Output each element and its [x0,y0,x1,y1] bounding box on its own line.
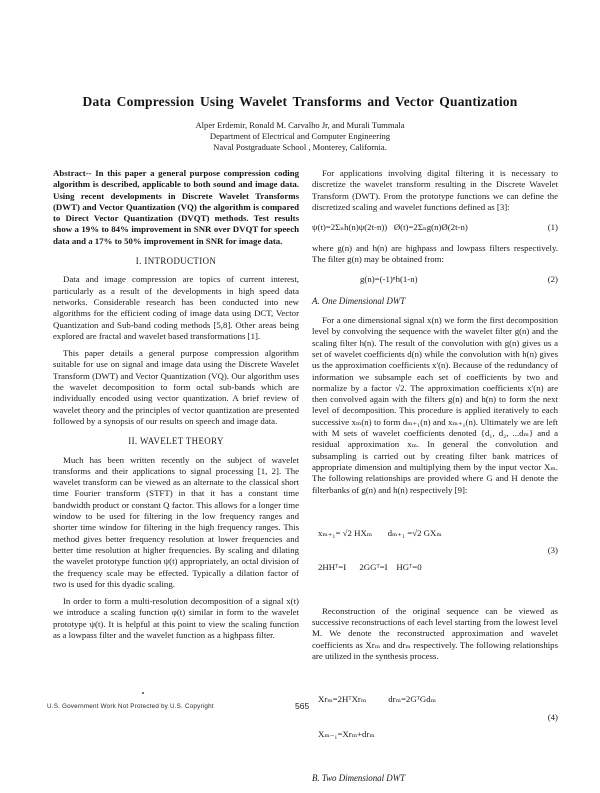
copyright-notice: U.S. Government Work Not Protected by U.S. Copyright [47,703,214,710]
paper-title: Data Compression Using Wavelet Transforms and Vector Quantization [82,94,518,109]
equation-1-number: (1) [547,222,558,233]
scan-artifact-dot [142,692,144,694]
equation-3 [312,505,442,597]
equation-4-line-2: Xₘ₋₁=Xrₘ+drₘ [318,728,375,739]
two-column-body [53,168,559,793]
right-column [312,168,558,793]
equation-2: g(n)=(-1)ⁿh(1-n) [360,274,418,285]
equation-3-number: (3) [547,545,558,556]
intro-paragraph-1: Data and image compression are topics of current interest, particularly as a result of the developments in high speed data networks. Considerable research has been conducted into new algorithms for the efficient coding of image data using DCT, Vector Quantization and Sub-band coding methods [5,8]. Other areas being explored are fractal and wavelet based transformations [1]. [53,274,299,341]
equation-3-row [312,505,558,597]
equation-3-line-2: 2HHᵀ=I 2GGᵀ=I HGᵀ=0 [318,562,422,573]
equation-4 [312,671,436,763]
dwt-definition-paragraph: For applications involving digital filtering it is necessary to discretize the wavelet transform resulting in the Discrete Wavelet Transform (DWT). From the prototype functions we can define the discretized scaling and wavelet functions defined as [3]: [312,168,558,212]
subsection-heading-one-dimensional-dwt: A. One Dimensional DWT [312,295,406,306]
affiliation-department: Department of Electrical and Computer Engineering [209,131,391,141]
equation-4-line-1: Xrₘ=2HᵀXrₘ drₘ=2GᵀGdₘ [318,694,437,705]
author-names: Alper Erdemir, Ronald M. Carvalho Jr, and Murali Tummala [195,120,405,130]
abstract-paragraph: Abstract-- In this paper a general purpose compression coding algorithm is described, applicable to both sound and image data. Using recent developments in Discrete Wavelet Transforms (DWT) and Vector Quantization (VQ) the algorithm is compared to Direct Vector Quantization (DVQT) methods. Test results show a 19% to 84% improvement in SNR over DVQT for speech data and a 17% to 50% improvement in SNR for image data. [53,168,299,246]
equation-1: ψ(t)=2Σₙh(n)ψ(2t-n)) Ø(t)=2Σₙg(n)Ø(2t-n) [312,222,468,233]
filters-paragraph: where g(n) and h(n) are highpass and lowpass filters respectively. The filter g(n) may be obtained from: [312,242,558,264]
page-number: 565 [295,701,310,711]
equation-2-number: (2) [547,274,558,285]
equation-1-row [312,222,558,234]
equation-2-row [312,274,558,286]
section-heading-introduction: I. INTRODUCTION [135,256,217,267]
wavelet-theory-paragraph-1: Much has been written recently on the subject of wavelet transforms and their applications to signal processing [1, 2]. The wavelet transform can be viewed as an alternate to the classical short time Fourier transform (STFT) in that it has a constant time bandwidth product or constant Q factor. This allows for a longer time window to be used for filtering in the low frequency ranges and shorter time window for filtering in the high frequency ranges. This method gives better frequency resolution at lower frequencies and better time resolution at higher frequencies. By scaling and dilating the wavelet prototype function ψ(t) appropriately, an octal division of the frequency scale may be effected. Typically a dilation factor of two is used for this dyadic scaling. [53,454,299,589]
equation-4-number: (4) [547,711,558,722]
wavelet-theory-paragraph-2: In order to form a multi-resolution decomposition of a signal x(t) we introduce a scaling function φ(t) similar in form to the wavelet prototype ψ(t). It is helpful at this point to view the scaling function as a lowpass filter and the wavelet function as a highpass filter. [53,596,299,640]
section-heading-wavelet-theory: II. WAVELET THEORY [128,436,224,447]
author-block [0,120,600,153]
left-column [53,168,299,793]
equation-3-line-1: xₘ₊₁= √2 HXₘ dₘ₊₁ =√2 GXₘ [318,527,442,538]
equation-4-row [312,671,558,763]
subsection-heading-two-dimensional-dwt: B. Two Dimensional DWT [312,773,406,784]
one-dimensional-dwt-paragraph: For a one dimensional signal x(n) we form the first decomposition level by convolving the sequence with the wavelet filter g(n) and the scaling filter h(n). The result of the convolution with g(n) gives us a set of wavelet coefficients d(n) while the convolution with h(n) gives us the approximation coefficients x'(n). Because of the redundancy of information we subsample each set of coefficients by two and normalize by a factor √2. The approximation coefficients x'(n) are then convolved again with the filters g(n) and h(n) to form the next level of decomposition. This procedure is applied iteratively to each successive xₘ(n) to form dₘ₊₁(n) and xₘ₊₁(n). Ultimately we are left with M sets of wavelet coefficients denoted {d₁, d₂, ...dₘ} and a residual approximation xₘ. In general the convolution and subsampling is carried out by creating filter bank matrices of appropriate dimension and multiplying them by the input vector Xₘ. The following relationships are provided where G and H denote the filterbanks of g(n) and h(n) respectively [9]: [312,315,558,495]
intro-paragraph-2: This paper details a general purpose compression algorithm suitable for use on signal and image data using the Discrete Wavelet Transform (DWT) and Vector Quantization (VQ). Our algorithm uses the wavelet decomposition to form octal sub-bands which are individually encoded using vector quantization. A brief review of wavelet theory and the principles of vector quantization are presented followed by a synopsis of our results on speech and image data. [53,348,299,426]
affiliation-school: Naval Postgraduate School , Monterey, California. [213,142,387,152]
reconstruction-paragraph: Reconstruction of the original sequence can be viewed as successive reconstructions of each level starting from the lowest level M. We denote the reconstructed approximation and wavelet coefficients as Xrₘ and drₘ respectively. The following relationships are utilized in the synthesis process. [312,605,558,662]
